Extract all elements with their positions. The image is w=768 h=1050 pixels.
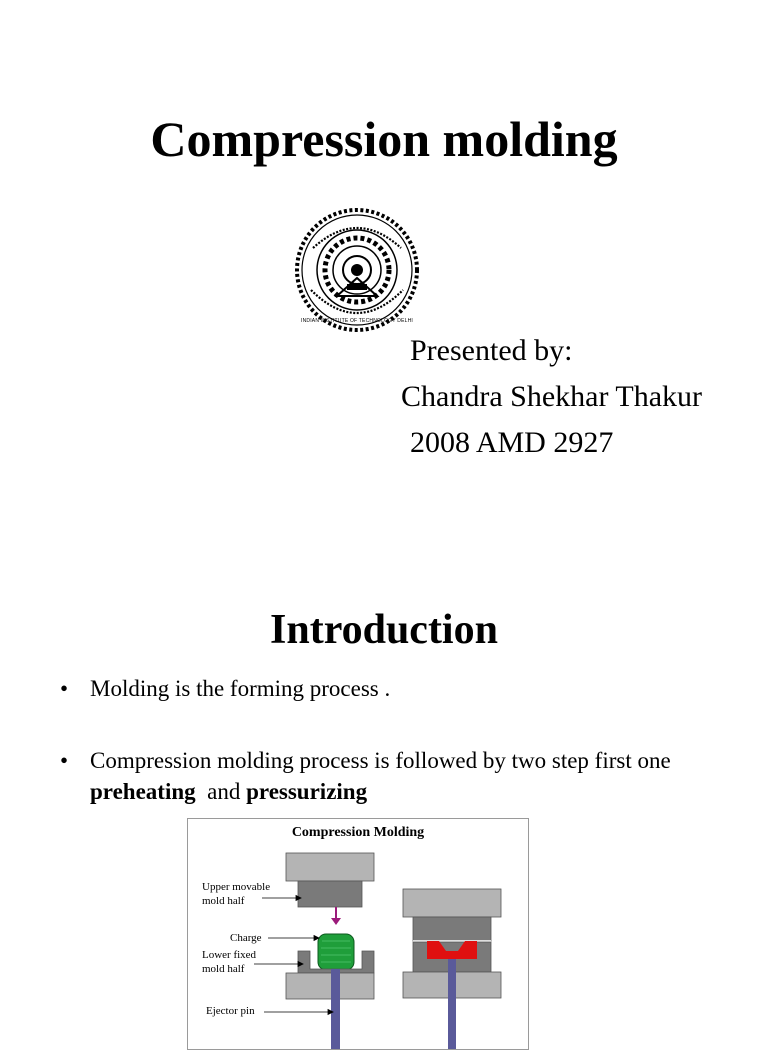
bullet-text-mid: and [195,779,247,804]
label-lower-mold-2: mold half [202,963,245,975]
bullet-dot: • [60,676,69,701]
iit-delhi-emblem-icon [293,208,421,332]
slide2-title: Introduction [270,607,498,653]
bullet-text [90,745,750,807]
lower-mold-plate [286,973,374,999]
mold-diagram [188,819,528,1049]
motion-arrow-head [331,918,341,925]
bullet-text: Molding is the forming process . [90,676,391,701]
ejector-pin [331,969,340,1049]
bullet-dot: • [60,748,69,773]
bullet-item [60,673,750,705]
bold-pressurizing: pressurizing [246,779,368,804]
upper-mold-core [298,881,362,907]
label-upper-mold-2: mold half [202,895,245,907]
bold-preheating: preheating [90,779,196,804]
charge-preform [318,934,354,970]
slide1-title: Compression molding [150,111,618,167]
presented-by-label: Presented by: [410,334,573,367]
compression-molding-figure [187,818,529,1050]
logo-text: INDIAN INSTITUTE OF TECHNOLOGY DELHI [300,318,414,324]
presenter-id: 2008 AMD 2927 [410,426,614,459]
label-ejector-pin: Ejector pin [206,1005,255,1017]
label-charge: Charge [230,932,262,944]
label-upper-mold: Upper movable [202,881,271,893]
figure-title: Compression Molding [291,825,425,840]
bullet-text-prefix: Compression molding process is followed by two step first one [90,748,671,773]
closed-upper-core [413,917,491,941]
upper-mold-plate [286,853,374,881]
bullet-item [60,745,750,809]
closed-upper-plate [403,889,501,917]
closed-ejector-pin [448,959,456,1049]
presenter-name: Chandra Shekhar Thakur [401,380,703,413]
label-lower-mold: Lower fixed [202,949,257,961]
